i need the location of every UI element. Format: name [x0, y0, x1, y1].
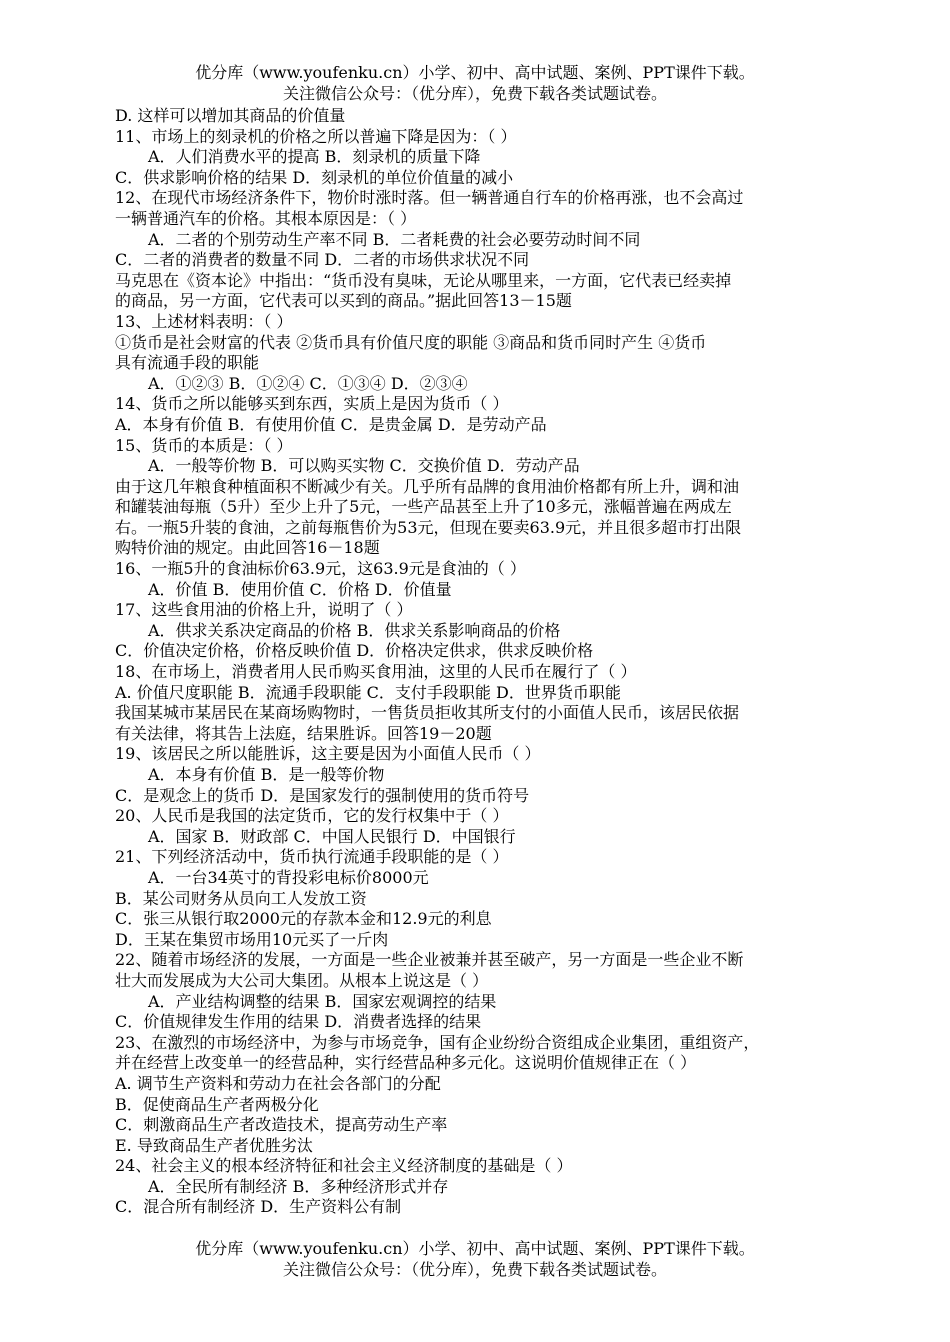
text-line: 13、上述材料表明：（ ） — [115, 311, 293, 331]
text-line: 12、在现代市场经济条件下，物价时涨时落。但一辆普通自行车的价格再涨，也不会高过 — [115, 188, 744, 208]
text-line: 16、一瓶5升的食油标价63.9元，这63.9元是食油的（ ） — [115, 559, 526, 579]
text-line: C．价值规律发生作用的结果 D．消费者选择的结果 — [115, 1012, 482, 1032]
header-line-2: 关注微信公众号：（优分库），免费下载各类试题试卷。 — [282, 84, 667, 103]
text-line: 马克思在《资本论》中指出：“货币没有臭味，无论从哪里来，一方面，它代表已经卖掉 — [115, 270, 732, 290]
text-line: 有关法律，将其告上法庭，结果胜诉。回答19－20题 — [115, 723, 492, 743]
text-line: A．一般等价物 B．可以购买实物 C．交换价值 D．劳动产品 — [148, 456, 580, 476]
text-line: A．全民所有制经济 B．多种经济形式并存 — [148, 1176, 449, 1196]
text-line: 壮大而发展成为大公司大集团。从根本上说这是（ ） — [115, 970, 489, 990]
header-line-1: 优分库（www.youfenku.cn）小学、初中、高中试题、案例、PPT课件下载。 — [195, 63, 755, 82]
text-line: A．本身有价值 B．是一般等价物 — [148, 765, 385, 784]
text-line: C．是观念上的货币 D．是国家发行的强制使用的货币符号 — [115, 785, 530, 805]
text-line: A. 价值尺度职能 B．流通手段职能 C．支付手段职能 D．世界货币职能 — [115, 682, 621, 702]
page-footer — [0, 1238, 950, 1280]
text-line: 并在经营上改变单一的经营品种，实行经营品种多元化。这说明价值规律正在（ ） — [115, 1053, 697, 1073]
text-line: C．张三从银行取2000元的存款本金和12.9元的利息 — [115, 909, 492, 929]
text-line: 右。一瓶5升装的食油，之前每瓶售价为53元，但现在要卖63.9元，并且很多超市打出限 — [115, 517, 742, 537]
text-line: 的商品，另一方面，它代表可以买到的商品。”据此回答13－15题 — [115, 291, 572, 311]
footer-line-1: 优分库（www.youfenku.cn）小学、初中、高中试题、案例、PPT课件下载。 — [195, 1239, 755, 1258]
text-line: ①货币是社会财富的代表 ②货币具有价值尺度的职能 ③商品和货币同时产生 ④货币 — [115, 332, 707, 352]
text-line: 21、下列经济活动中，货币执行流通手段职能的是（ ） — [115, 847, 509, 867]
text-line: A．价值 B．使用价值 C．价格 D．价值量 — [148, 579, 452, 599]
text-line: C．混合所有制经济 D．生产资料公有制 — [115, 1197, 402, 1217]
text-line: 20、人民币是我国的法定货币，它的发行权集中于（ ） — [115, 806, 509, 826]
text-line: 15、货币的本质是：（ ） — [115, 435, 293, 455]
text-line: A．国家 B．财政部 C．中国人民银行 D．中国银行 — [148, 826, 516, 846]
text-line: 22、随着市场经济的发展，一方面是一些企业被兼并甚至破产，另一方面是一些企业不断 — [115, 950, 744, 970]
text-line: 一辆普通汽车的价格。其根本原因是：（ ） — [115, 208, 417, 228]
text-line: A. 调节生产资料和劳动力在社会各部门的分配 — [115, 1073, 441, 1093]
text-line: C．刺激商品生产者改造技术，提高劳动生产率 — [115, 1115, 448, 1135]
text-line: 具有流通手段的职能 — [115, 353, 260, 373]
text-line: A．①②③ B．①②④ C．①③④ D．②③④ — [148, 373, 468, 393]
text-line: A．一台34英寸的背投彩电标价8000元 — [148, 867, 429, 887]
text-line: 23、在激烈的市场经济中，为参与市场竞争，国有企业纷纷合资组成企业集团，重组资产， — [115, 1032, 760, 1052]
text-line: 我国某城市某居民在某商场购物时，一售货员拒收其所支付的小面值人民币，该居民依据 — [115, 703, 740, 723]
text-line: 11、市场上的刻录机的价格之所以普遍下降是因为：（ ） — [115, 126, 517, 146]
text-line: 购特价油的规定。由此回答16－18题 — [115, 538, 380, 558]
text-line: 和罐装油每瓶（5升）至少上升了5元，一些产品甚至上升了10多元，涨幅普遍在两成左 — [115, 497, 732, 517]
text-line: 由于这几年粮食种植面积不断减少有关。几乎所有品牌的食用油价格都有所上升，调和油 — [115, 476, 740, 496]
text-line: A．产业结构调整的结果 B．国家宏观调控的结果 — [148, 991, 497, 1011]
text-line: A．二者的个别劳动生产率不同 B．二者耗费的社会必要劳动时间不同 — [148, 229, 641, 249]
text-line: 18、在市场上，消费者用人民币购买食用油，这里的人民币在履行了（ ） — [115, 662, 637, 682]
text-line: 19、该居民之所以能胜诉，这主要是因为小面值人民币（ ） — [115, 744, 541, 764]
text-line: 24、社会主义的根本经济特征和社会主义经济制度的基础是（ ） — [115, 1156, 573, 1176]
text-line: D. 这样可以增加其商品的价值量 — [115, 106, 346, 125]
text-line: 17、这些食用油的价格上升，说明了（ ） — [115, 600, 413, 620]
footer-line-2: 关注微信公众号：（优分库），免费下载各类试题试卷。 — [282, 1260, 667, 1279]
text-line: E. 导致商品生产者优胜劣汰 — [115, 1135, 313, 1155]
text-line: B．某公司财务从员向工人发放工资 — [115, 888, 367, 908]
text-line: C．供求影响价格的结果 D．刻录机的单位价值量的减小 — [115, 167, 514, 187]
text-line: A．人们消费水平的提高 B．刻录机的质量下降 — [148, 147, 481, 167]
text-line: D．王某在集贸市场用10元买了一斤肉 — [115, 929, 389, 949]
document-body — [115, 106, 835, 1218]
text-line: C．价值决定价格，价格反映价值 D．价格决定供求，供求反映价格 — [115, 641, 594, 661]
text-line: B．促使商品生产者两极分化 — [115, 1094, 319, 1114]
page-header — [0, 62, 950, 104]
text-line: C．二者的消费者的数量不同 D．二者的市场供求状况不同 — [115, 250, 530, 270]
text-line: A．本身有价值 B．有使用价值 C．是贵金属 D．是劳动产品 — [115, 414, 547, 434]
text-line: A．供求关系决定商品的价格 B．供求关系影响商品的价格 — [148, 620, 561, 640]
text-line: 14、货币之所以能够买到东西，实质上是因为货币（ ） — [115, 394, 509, 414]
